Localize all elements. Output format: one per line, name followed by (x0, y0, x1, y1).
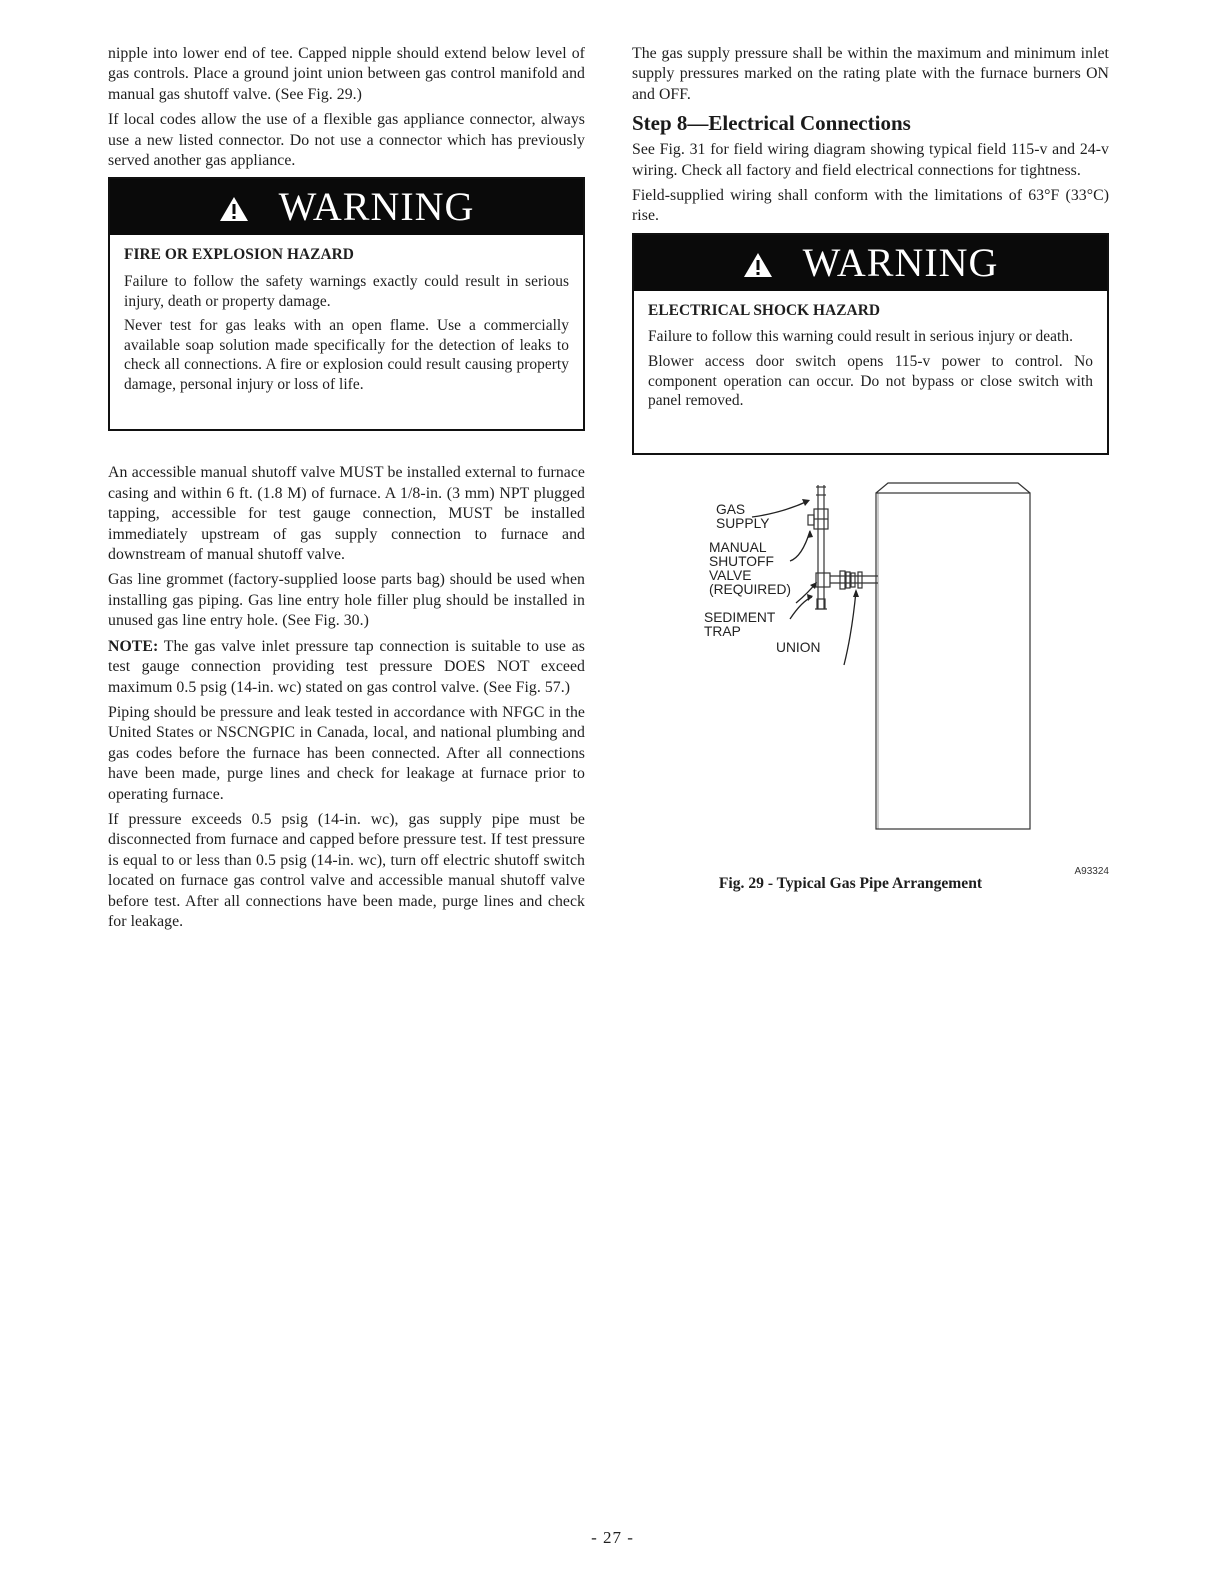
warning-text: Failure to follow the safety warnings exactly could result in serious injury, death or property damage. (124, 273, 569, 310)
paragraph: Piping should be pressure and leak tested in accordance with NFGC in the United States or NSCNGPIC in Canada, local, and national plumbing and gas codes before the furnace has been connected. After all connections have been made, purge lines and check for leakage at furnace prior to operating furnace. (108, 703, 585, 803)
paragraph: See Fig. 31 for field wiring diagram showing typical field 115-v and 24-v wiring. Check all factory and field electrical connections for tightness. (632, 141, 1109, 179)
horizontal-pipe (816, 571, 878, 589)
warning-header (634, 235, 1107, 291)
left-column (108, 44, 585, 937)
hazard-heading: FIRE OR EXPLOSION HAZARD (124, 246, 354, 264)
paragraph: If local codes allow the use of a flexible gas appliance connector, always use a new listed connector. Do not use a connector which has previously served another gas appliance. (108, 111, 585, 170)
label-sediment: SEDIMENT (704, 609, 776, 625)
note-label: NOTE: (108, 637, 159, 655)
paragraph: The gas supply pressure shall be within the maximum and minimum inlet supply pressures marked on the rating plate with the furnace burners ON and OFF. (632, 45, 1109, 103)
note-text: The gas valve inlet pressure tap connection is suitable to use as test gauge connection providing test pressure DOES NOT exceed maximum 0.5 psig (14-in. wc) stated on gas control valve. (See Fig. 57.) (108, 637, 585, 696)
label-trap: TRAP (704, 623, 741, 639)
hazard-heading: ELECTRICAL SHOCK HAZARD (648, 301, 881, 319)
warning-text: Never test for gas leaks with an open flame. Use a commercially available soap solution made specifically for the detection of leaks to check all connections. A fire or explosion could result causing property damage, personal injury or loss of life. (124, 317, 569, 393)
label-required: (REQUIRED) (709, 581, 792, 597)
electrical-shock-warning-box (632, 233, 1109, 455)
section-heading: Step 8—Electrical Connections (632, 111, 911, 136)
label-union: UNION (776, 639, 821, 655)
warning-text: Failure to follow this warning could result in serious injury or death. (648, 328, 1074, 346)
paragraph: nipple into lower end of tee. Capped nipple should extend below level of gas controls. Place a ground joint union between gas control manifold and manual gas shutoff valve. (See Fig. 29.) (108, 45, 585, 103)
figure-caption: Fig. 29 - Typical Gas Pipe Arrangement (718, 874, 983, 892)
label-valve: VALVE (709, 567, 752, 583)
paragraph: An accessible manual shutoff valve MUST be installed external to furnace casing and within 6 ft. (1.8 M) of furnace. A 1/8-in. (3 mm) NPT plugged tapping, accessible for test gauge connection, MUST be installed immediately upstream of gas supply connection to furnace and downstream of manual shutoff valve. (108, 464, 585, 564)
paragraph: Field-supplied wiring shall conform with the limitations of 63°F (33°C) rise. (632, 187, 1109, 225)
furnace-cabinet (876, 483, 1030, 829)
warning-header (110, 179, 583, 235)
right-column (632, 44, 1109, 943)
gas-pipe-diagram (632, 473, 1109, 873)
label-supply: SUPPLY (716, 515, 770, 531)
warning-triangle-icon (743, 252, 773, 278)
paragraph: If pressure exceeds 0.5 psig (14-in. wc), gas supply pipe must be disconnected from furnace and capped before pressure test. If test pressure is equal to or less than 0.5 psig (14-in. wc), turn off electric shutoff switch located on furnace gas control valve and accessible manual shutoff valve before test. After all connections have been made, purge lines and check for leakage. (108, 810, 585, 930)
warning-triangle-icon (219, 196, 249, 222)
gas-supply-pipe (808, 485, 828, 609)
paragraph: Gas line grommet (factory-supplied loose parts bag) should be used when installing gas piping. Gas line entry hole filler plug should be installed in unused gas line entry hole. (See Fig. 30.) (108, 571, 585, 630)
warning-title: WARNING (802, 239, 999, 285)
page-number: - 27 - (591, 1528, 634, 1547)
fire-explosion-warning-box (108, 177, 585, 431)
label-manual: MANUAL (709, 539, 767, 555)
warning-body (110, 235, 583, 413)
warning-body (634, 291, 1107, 430)
warning-title: WARNING (278, 184, 475, 230)
gas-pipe-figure (632, 473, 1109, 943)
sediment-trap (815, 599, 827, 609)
label-shutoff: SHUTOFF (709, 553, 774, 569)
label-gas: GAS (716, 501, 746, 517)
warning-text: Blower access door switch opens 115-v power to control. No component operation can occur. Do not bypass or close switch with panel removed. (648, 353, 1093, 410)
note-paragraph (108, 637, 585, 698)
figure-code: A93324 (1074, 865, 1109, 877)
